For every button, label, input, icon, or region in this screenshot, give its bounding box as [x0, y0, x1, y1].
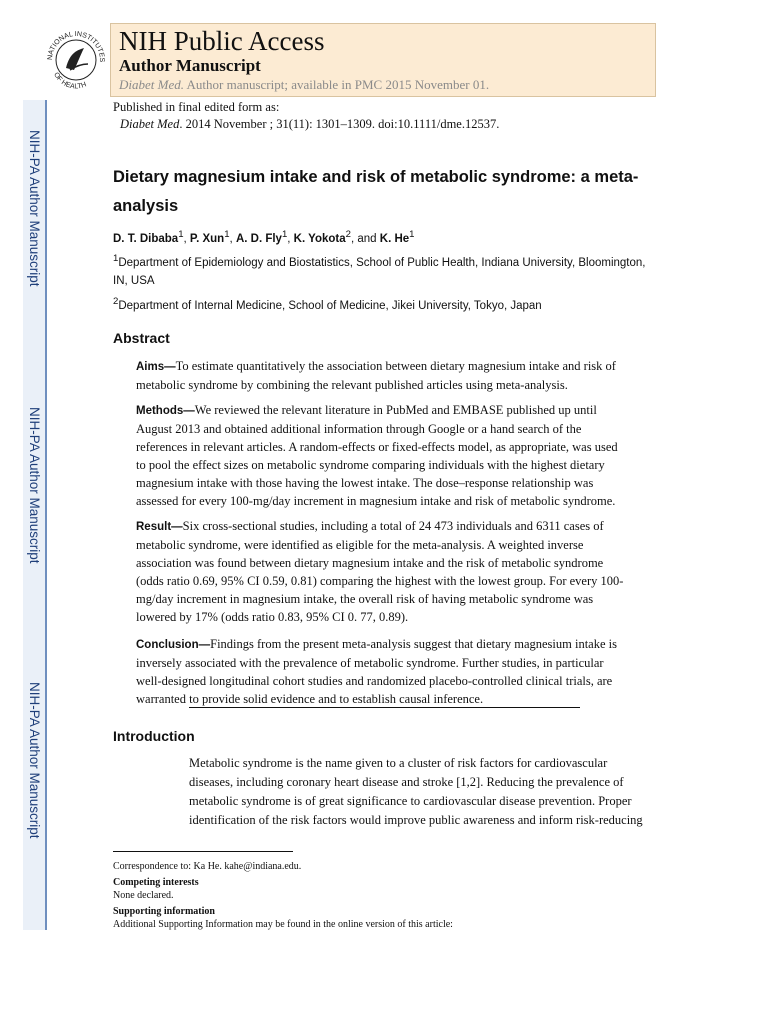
- author-name: P. Xun: [189, 232, 225, 245]
- section-text: To estimate quantitatively the association between dietary magnesium intake and risk of metabolic syndrome by combining the relevant published articles using meta-analysis.: [136, 359, 616, 392]
- header-title: NIH Public Access: [119, 26, 325, 56]
- author-affiliation-mark: 1: [409, 229, 415, 240]
- section-label: Methods—: [136, 405, 195, 417]
- supporting-info-text: Additional Supporting Information may be found in the online version of this article:: [113, 919, 453, 930]
- logo-text-top: NATIONAL INSTITUTES: [46, 30, 106, 63]
- public-access-header: [110, 23, 656, 97]
- author-name: D. T. Dibaba: [113, 232, 179, 245]
- citation: [113, 116, 499, 133]
- author-affiliation-mark: 1: [224, 229, 230, 240]
- section-text: Six cross-sectional studies, including a total of 24 473 individuals and 6311 cases of metabolic syndrome, were identified as eligible for the meta-analysis. A weighted inverse association was found between dietary magnesium intake and the risk of metabolic syndrome (odds ratio 0.69, 95% CI 0.59, 0.81) comparing the highest with the lowest group. For every 100-mg/day increment in magnesium intake, the overall risk of having metabolic syndrome was lowered by 17% (odds ratio 0.83, 95% CI 0. 77, 0.89).: [136, 519, 624, 624]
- author-affiliation-mark: 1: [281, 229, 288, 240]
- sidebar-label-1: NIH-PA Author Manuscript: [27, 129, 42, 287]
- abstract-methods: [136, 401, 630, 510]
- author-affiliation-mark: 1: [178, 229, 184, 240]
- footnote-rule: [113, 851, 293, 852]
- introduction-text: Metabolic syndrome is the name given to a cluster of risk factors for cardiovascular diseases, including coronary heart disease and stroke [1,2]. Reducing the prevalence of metabolic syndrome is of great significance to cardiovascular disease prevention. Proper identification of the risk factors would improve public awareness and inform risk-reducing: [189, 756, 643, 827]
- author-separator: ,: [183, 232, 190, 245]
- author-name: K. He: [379, 232, 410, 245]
- sidebar-label-2: NIH-PA Author Manuscript: [27, 406, 42, 564]
- abstract-conclusion: [136, 635, 630, 708]
- availability-line: [119, 77, 489, 93]
- sidebar-label-3: NIH-PA Author Manuscript: [27, 681, 42, 839]
- section-text: Findings from the present meta-analysis suggest that dietary magnesium intake is inversely associated with the prevalence of metabolic syndrome. Further studies, in particular well-designed longitudinal cohort studies and randomized placebo-controlled clinical trials, are warranted to provide solid evidence and to establish causal inference.: [136, 637, 617, 706]
- author-name: K. Yokota: [293, 232, 346, 245]
- affiliation-2: [113, 296, 542, 312]
- affiliation-text: Department of Epidemiology and Biostatistics, School of Public Health, Indiana University, Bloomington, IN, USA: [113, 256, 646, 287]
- author-separator: , and: [350, 232, 380, 245]
- header-subtitle: Author Manuscript: [119, 56, 261, 75]
- availability-text: Author manuscript; available in PMC 2015 November 01.: [183, 77, 490, 92]
- logo-text-bottom: OF HEALTH: [52, 71, 88, 91]
- competing-interests-heading: Competing interests: [113, 877, 199, 888]
- author-affiliation-mark: 2: [345, 229, 351, 240]
- abstract-aims: [136, 357, 630, 394]
- section-label: Conclusion—: [136, 639, 211, 651]
- manuscript-sidebar: [23, 100, 47, 930]
- affiliation-mark: 2: [113, 296, 119, 307]
- introduction-heading: Introduction: [113, 728, 195, 744]
- author-separator: ,: [287, 232, 294, 245]
- citation-details: . 2014 November ; 31(11): 1301–1309. doi:10.1111/dme.12537.: [179, 117, 500, 131]
- section-label: Result—: [136, 521, 183, 533]
- supporting-info-heading: Supporting information: [113, 906, 215, 917]
- competing-interests-text: None declared.: [113, 890, 174, 901]
- abstract-heading: Abstract: [113, 330, 170, 346]
- article-title: Dietary magnesium intake and risk of metabolic syndrome: a meta-analysis: [113, 168, 639, 215]
- section-text: We reviewed the relevant literature in PubMed and EMBASE published up until August 2013 and obtained additional information through Google or a hand search of the references in relevant articles. A random-effects or fixed-effects model, as appropriate, was used to pool the effect sizes on metabolic syndrome comparing individuals with the highest dietary magnesium intake with those having the lowest intake. The dose–response relationship was assessed for every 100-mg/day increment in magnesium intake and risk of metabolic syndrome.: [136, 403, 618, 508]
- affiliation-mark: 1: [113, 253, 119, 264]
- affiliation-text: Department of Internal Medicine, School of Medicine, Jikei University, Tokyo, Japan: [118, 299, 542, 312]
- author-name: A. D. Fly: [235, 232, 282, 245]
- nih-logo: [44, 22, 108, 98]
- author-separator: ,: [229, 232, 236, 245]
- citation-journal: Diabet Med: [120, 117, 180, 131]
- published-info: [113, 99, 499, 133]
- affiliation-1: [113, 250, 653, 290]
- journal-abbrev: Diabet Med.: [119, 77, 184, 92]
- correspondence-note: Correspondence to: Ka He. kahe@indiana.edu.: [113, 861, 302, 872]
- abstract-result: [136, 517, 630, 626]
- section-label: Aims—: [136, 361, 176, 373]
- published-label: Published in final edited form as:: [113, 100, 280, 114]
- author-list: [113, 229, 415, 245]
- abstract-end-rule: [189, 707, 580, 708]
